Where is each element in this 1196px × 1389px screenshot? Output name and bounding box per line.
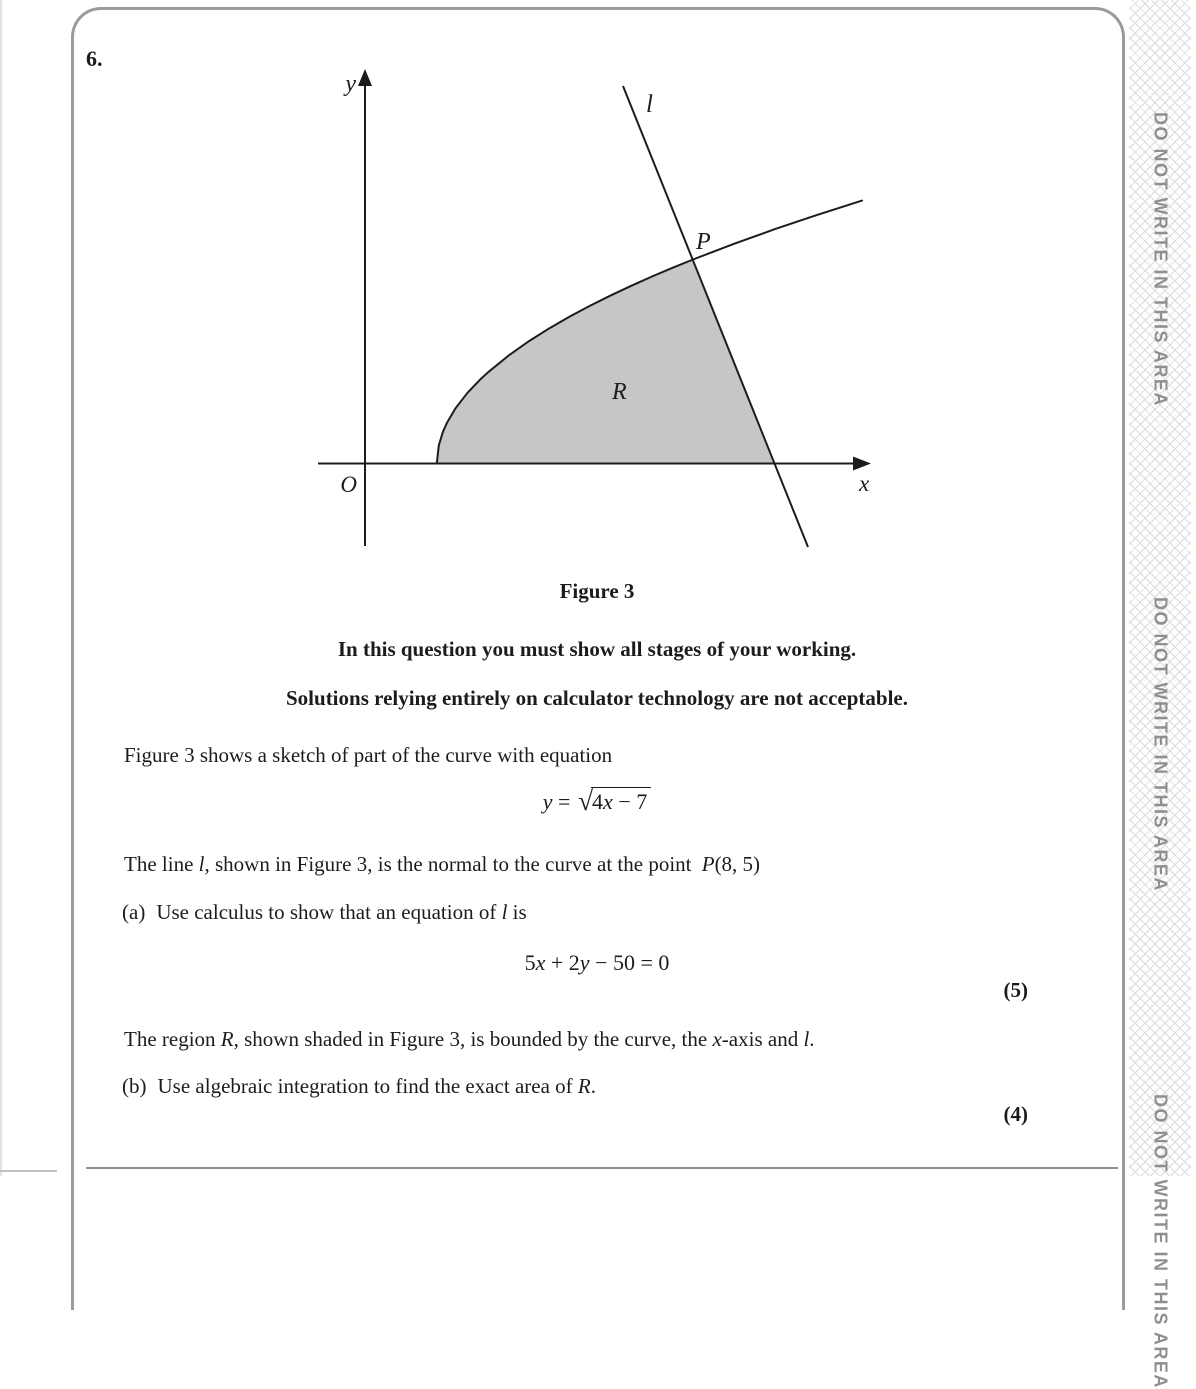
y-axis-arrowhead [358,69,372,86]
text-run: − 50 = 0 [589,950,670,975]
part-b-question [122,1073,596,1100]
origin-label: O [340,472,357,497]
radicand [591,787,651,815]
text-run: + 2 [545,950,580,975]
y-axis-label: y [345,71,356,97]
figure-caption: Figure 3 [559,579,635,603]
do-not-write-strip [1129,0,1191,1389]
bottom-left-rule-stub [0,1170,57,1172]
curve-equation [72,786,1122,815]
answer-area-rule [86,1167,1118,1169]
text-run: Use algebraic integration to find the exact area of [157,1074,578,1098]
text-run: The region [124,1027,221,1051]
var-l: l [803,1027,810,1051]
text-run: . [590,1074,596,1098]
part-a-question [122,899,527,926]
region-sentence [124,1026,815,1053]
do-not-write-text: DO NOT WRITE IN THIS AREA [1150,597,1171,892]
intro-sentence: Figure 3 shows a sketch of part of the curve with equation [124,743,613,767]
figure-3-sketch [300,60,890,570]
point-P-label: P [696,229,711,255]
text-run: -axis and [721,1027,804,1051]
radicand-coefficient: 4 [592,789,604,814]
sqrt-radical-sign: √ [577,785,594,816]
normal-line-sentence [124,851,760,878]
var-l: l [501,900,508,924]
eq-curve-equals: = [552,789,576,814]
text-run: The line [124,852,199,876]
var-R: R [577,1074,591,1098]
var-l: l [198,852,205,876]
do-not-write-text: DO NOT WRITE IN THIS AREA [1150,1094,1171,1389]
part-a-label: (a) [122,900,146,924]
shaded-region-R [437,260,775,464]
text-run: , shown shaded in Figure 3, is bounded by the curve, the [233,1027,713,1051]
question-number: 6. [86,46,103,71]
eq-line-coeff: 5 [524,950,536,975]
var-y: y [579,950,590,975]
var-x: x [535,950,546,975]
line-equation [72,950,1122,976]
left-page-edge [0,0,2,1176]
radicand-constant: − 7 [612,789,648,814]
text-run: is [507,900,527,924]
var-P: P [701,852,715,876]
point-coordinates: (8, 5) [714,852,761,876]
part-b-marks: (4) [1003,1102,1028,1126]
var-R: R [220,1027,234,1051]
do-not-write-text: DO NOT WRITE IN THIS AREA [1150,112,1171,407]
part-b-label: (b) [122,1074,147,1098]
line-l-label: l [646,91,653,118]
x-axis-label: x [859,471,870,496]
radicand-variable: x [603,789,613,814]
instruction-line-1: In this question you must show all stages of your working. [337,637,857,661]
text-run: . [809,1027,815,1051]
var-x: x [712,1027,722,1051]
text-run: , shown in Figure 3, is the normal to the curve at the point [204,852,697,876]
part-a-marks: (5) [1003,978,1028,1002]
instruction-line-2: Solutions relying entirely on calculator technology are not acceptable. [286,686,908,710]
x-axis-arrowhead [853,457,871,471]
text-run: Use calculus to show that an equation of [156,900,502,924]
region-R-label: R [612,379,627,405]
eq-curve-lhs: y [542,789,553,814]
